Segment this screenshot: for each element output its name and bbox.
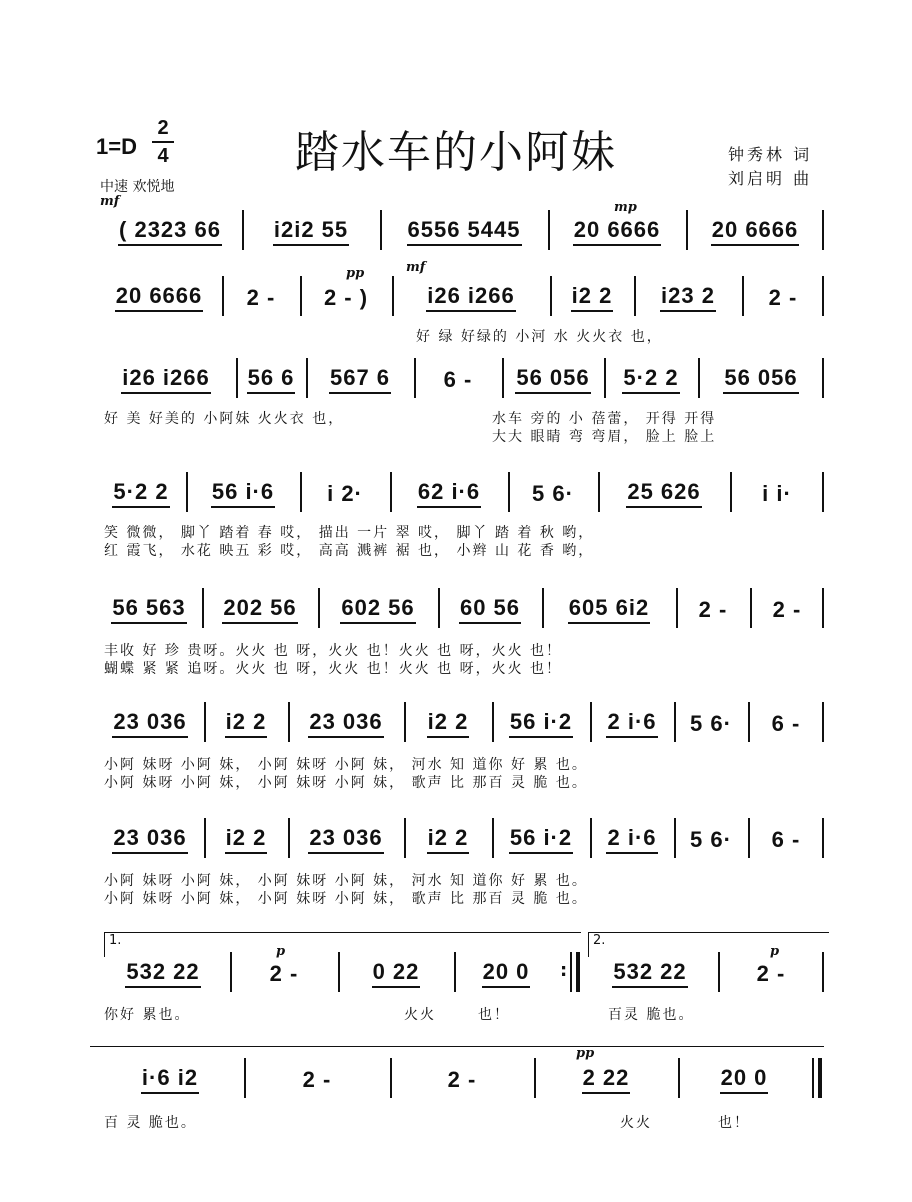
repeat-barline: [576, 952, 580, 992]
notes: 23 036: [308, 709, 383, 738]
measure: [342, 948, 450, 996]
barline: [534, 1058, 536, 1098]
notes: 2 i·6: [606, 709, 657, 738]
barline: [570, 952, 572, 992]
barline: [438, 588, 440, 628]
barline: [492, 702, 494, 742]
notes: 23 036: [112, 825, 187, 854]
notes: 2 -: [246, 285, 276, 310]
measure: [602, 468, 726, 516]
lyric-verse-2: 大大 眼睛 弯 弯眉， 脸上 脸上: [492, 429, 717, 445]
notes: 5·2 2: [112, 479, 169, 508]
notes: 2 -: [772, 597, 802, 622]
notes: i2 2: [225, 825, 268, 854]
notes: 56 6: [247, 365, 296, 394]
barline: [202, 588, 204, 628]
measure: [408, 698, 488, 746]
measure: [680, 584, 746, 632]
notes: i i·: [762, 481, 792, 506]
barline: [392, 276, 394, 316]
lyric-line: 好 美 好美的 小阿妹 火火衣 也，: [104, 411, 345, 427]
barline: [236, 358, 238, 398]
measure: [100, 814, 200, 862]
measure: [554, 272, 630, 320]
notes: 2 -: [698, 597, 728, 622]
notes: 532 22: [125, 959, 200, 988]
measure: [292, 814, 400, 862]
barline: [676, 588, 678, 628]
measure: [546, 584, 672, 632]
measure: [702, 354, 820, 402]
notes: 2 i·6: [606, 825, 657, 854]
barline: [698, 358, 700, 398]
barline: [288, 818, 290, 858]
lyric-line: 你好 累也。: [104, 1007, 191, 1023]
notes: i2 2: [427, 709, 470, 738]
notes: i26 i266: [121, 365, 211, 394]
measure: [754, 584, 820, 632]
measure: [746, 272, 820, 320]
notes: 60 56: [459, 595, 521, 624]
barline: [590, 818, 592, 858]
measure: [240, 354, 302, 402]
barline: [718, 952, 720, 992]
notes: 25 626: [626, 479, 701, 508]
lyric-verse-1: 小阿 妹呀 小阿 妹， 小阿 妹呀 小阿 妹， 河水 知 道你 好 累 也。: [104, 757, 588, 773]
notes: 2 -: [447, 1067, 477, 1092]
barline: [454, 952, 456, 992]
composer-credit: 刘启明 曲: [728, 169, 813, 188]
barline: [404, 818, 406, 858]
measure: [226, 272, 296, 320]
barline: [598, 472, 600, 512]
measure: [100, 584, 198, 632]
lyric-verse-2: 蝴蝶 紧 紧 追呀。火火 也 呀，火火 也！火火 也 呀，火火 也！: [104, 661, 563, 677]
barline: [204, 702, 206, 742]
notes: 20 6666: [115, 283, 204, 312]
score-line-6: [100, 698, 824, 791]
measure: [100, 272, 218, 320]
volta-1: 1.: [104, 932, 581, 957]
lyric-line: 也！: [478, 1007, 510, 1023]
barline: [492, 818, 494, 858]
barline: [822, 952, 824, 992]
measure: [394, 1054, 530, 1102]
measure: [638, 272, 738, 320]
barline: [686, 210, 688, 250]
notes: 602 56: [340, 595, 415, 624]
notes: 6 -: [771, 711, 801, 736]
measure: [208, 814, 284, 862]
lyric-line: 百 灵 脆也。: [104, 1115, 197, 1131]
meter-top: 2: [157, 117, 169, 139]
measure: [208, 698, 284, 746]
lyric-verse-2: 小阿 妹呀 小阿 妹， 小阿 妹呀 小阿 妹， 歌声 比 那百 灵 脆 也。: [104, 891, 588, 907]
dynamic-pp: pp: [346, 266, 365, 281]
measure: [586, 948, 714, 996]
notes: 567 6: [329, 365, 391, 394]
barline: [390, 472, 392, 512]
measure: [190, 468, 296, 516]
dynamic-p: p: [770, 944, 780, 959]
score-line-4: [100, 468, 824, 559]
measure: [512, 468, 594, 516]
barline: [338, 952, 340, 992]
barline: [300, 472, 302, 512]
barline: [590, 702, 592, 742]
measure: [396, 272, 546, 320]
final-barline: [818, 1058, 822, 1098]
barline: [822, 588, 824, 628]
notes: 2 - ): [323, 285, 369, 310]
measure: [246, 206, 376, 254]
measure: [752, 698, 820, 746]
notes: 56 563: [111, 595, 186, 624]
notes: i23 2: [660, 283, 716, 312]
notes: i2 2: [427, 825, 470, 854]
barline: [502, 358, 504, 398]
measure: [206, 584, 314, 632]
dynamic-mp: mp: [614, 200, 637, 215]
barline: [750, 588, 752, 628]
barline: [748, 818, 750, 858]
notes: 2 22: [582, 1065, 631, 1094]
notes: 6 -: [771, 827, 801, 852]
notes: 2 -: [269, 961, 299, 986]
repeat-dots: :: [560, 960, 568, 981]
notes: i26 i266: [426, 283, 516, 312]
notes: 5 6·: [532, 481, 574, 506]
measure: [678, 698, 744, 746]
score-line-5: [100, 584, 824, 677]
notes: i 2·: [327, 481, 363, 506]
lyric-line: 火火: [404, 1007, 436, 1023]
notes: 6 -: [443, 367, 473, 392]
lyric-line: 好 绿 好绿的 小河 水 火火衣 也，: [416, 329, 663, 345]
measure: [594, 814, 670, 862]
score-line-3: [100, 354, 824, 445]
notes: i2i2 55: [273, 217, 349, 246]
measure: [442, 584, 538, 632]
key-signature: 1=D: [96, 134, 137, 159]
score-line-8: [100, 932, 824, 1023]
barline: [244, 1058, 246, 1098]
barline: [822, 818, 824, 858]
notes: 23 036: [112, 709, 187, 738]
measure: [608, 354, 694, 402]
barline: [318, 588, 320, 628]
measure: [678, 814, 744, 862]
lyricist-credit: 钟秀林 词: [728, 145, 813, 164]
measure: [384, 206, 544, 254]
barline: [822, 358, 824, 398]
barline: [822, 210, 824, 250]
barline: [748, 702, 750, 742]
tempo-marking: 中速 欢悦地: [100, 179, 175, 195]
barline: [822, 276, 824, 316]
dynamic-mf: mf: [100, 194, 120, 209]
measure: [752, 814, 820, 862]
notes: 56 i·2: [509, 709, 573, 738]
notes: 56 i·6: [211, 479, 275, 508]
notes: 5 6·: [690, 827, 732, 852]
score-line-7: [100, 814, 824, 907]
measure: [100, 698, 200, 746]
barline: [404, 702, 406, 742]
meter-bottom: 4: [157, 145, 169, 167]
barline: [674, 702, 676, 742]
measure: [100, 1054, 240, 1102]
barline: [186, 472, 188, 512]
notes: 0 22: [372, 959, 421, 988]
barline: [414, 358, 416, 398]
barline: [604, 358, 606, 398]
barline: [812, 1058, 814, 1098]
barline: [742, 276, 744, 316]
barline: [390, 1058, 392, 1098]
measure: [594, 698, 670, 746]
dynamic-p: p: [276, 944, 286, 959]
measure: [310, 354, 410, 402]
barline: [822, 702, 824, 742]
notes: i2 2: [571, 283, 614, 312]
measure: [538, 1054, 674, 1102]
barline: [380, 210, 382, 250]
measure: [100, 948, 226, 996]
dynamic-mf: mf: [406, 260, 426, 275]
notes: 20 0: [720, 1065, 769, 1094]
measure: [304, 468, 386, 516]
lyric-verse-2: 小阿 妹呀 小阿 妹， 小阿 妹呀 小阿 妹， 歌声 比 那百 灵 脆 也。: [104, 775, 588, 791]
notes: 20 0: [482, 959, 531, 988]
measure: [496, 698, 586, 746]
line-rule: [90, 1046, 824, 1047]
score-line-2: [100, 260, 824, 345]
measure: [248, 1054, 386, 1102]
measure: [496, 814, 586, 862]
notes: 2 -: [756, 961, 786, 986]
barline: [306, 358, 308, 398]
page-title: 踏水车的小阿妹: [295, 127, 617, 178]
measure: [322, 584, 434, 632]
volta-2: 2.: [588, 932, 829, 957]
measure: [734, 468, 820, 516]
measure: [292, 698, 400, 746]
measure: [100, 354, 232, 402]
notes: i·6 i2: [141, 1065, 199, 1094]
barline: [674, 818, 676, 858]
notes: 20 6666: [711, 217, 800, 246]
dynamic-pp: pp: [576, 1046, 595, 1061]
barline: [508, 472, 510, 512]
lyric-line: 百灵 脆也。: [608, 1007, 695, 1023]
notes: 23 036: [308, 825, 383, 854]
measure: [100, 206, 240, 254]
barline: [678, 1058, 680, 1098]
measure: [458, 948, 554, 996]
barline: [550, 276, 552, 316]
barline: [634, 276, 636, 316]
barline: [730, 472, 732, 512]
barline: [230, 952, 232, 992]
notes: 56 i·2: [509, 825, 573, 854]
notes: 2 -: [302, 1067, 332, 1092]
measure: [682, 1054, 806, 1102]
notes: 5·2 2: [622, 365, 679, 394]
lyric-verse-1: 水车 旁的 小 蓓蕾， 开得 开得: [492, 411, 717, 427]
notes: 56 056: [515, 365, 590, 394]
notes: 20 6666: [573, 217, 662, 246]
score-line-9: [100, 1046, 824, 1131]
barline: [300, 276, 302, 316]
lyric-verse-1: 小阿 妹呀 小阿 妹， 小阿 妹呀 小阿 妹， 河水 知 道你 好 累 也。: [104, 873, 588, 889]
barline: [822, 472, 824, 512]
measure: [418, 354, 498, 402]
notes: 605 6i2: [568, 595, 650, 624]
notes: 202 56: [222, 595, 297, 624]
notes: 2 -: [768, 285, 798, 310]
barline: [548, 210, 550, 250]
measure: [690, 206, 820, 254]
notes: 56 056: [723, 365, 798, 394]
notes: 62 i·6: [417, 479, 481, 508]
barline: [204, 818, 206, 858]
lyric-line: 火火: [620, 1115, 652, 1131]
barline: [542, 588, 544, 628]
notes: ( 2323 66: [118, 217, 222, 246]
measure: [506, 354, 600, 402]
notes: i2 2: [225, 709, 268, 738]
barline: [222, 276, 224, 316]
lyric-verse-1: 丰收 好 珍 贵呀。火火 也 呀，火火 也！火火 也 呀，火火 也！: [104, 643, 563, 659]
lyric-verse-1: 笑 微微， 脚丫 踏着 春 哎， 描出 一片 翠 哎， 脚丫 踏 着 秋 哟，: [104, 525, 595, 541]
notes: 6556 5445: [407, 217, 522, 246]
lyric-verse-2: 红 霞飞， 水花 映五 彩 哎， 高高 溅裤 裾 也， 小辫 山 花 香 哟，: [104, 543, 595, 559]
barline: [288, 702, 290, 742]
notes: 5 6·: [690, 711, 732, 736]
measure: [408, 814, 488, 862]
barline: [242, 210, 244, 250]
measure: [394, 468, 504, 516]
notes: 532 22: [612, 959, 687, 988]
lyric-line: 也！: [718, 1115, 750, 1131]
measure: [100, 468, 182, 516]
